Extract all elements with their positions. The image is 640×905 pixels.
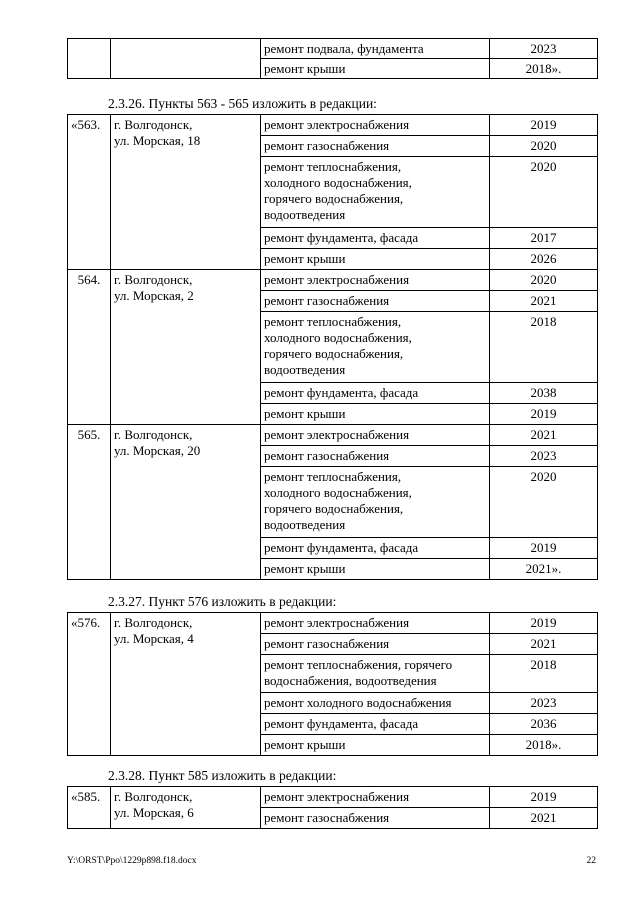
year-cell: 2020 xyxy=(490,136,598,157)
work-cell xyxy=(261,157,490,228)
address-street: ул. Морская, 4 xyxy=(114,631,194,646)
section-table-2-3-27 xyxy=(67,612,598,756)
work-line: водоотведения xyxy=(264,207,346,222)
year-cell: 2018 xyxy=(490,312,598,383)
work-cell: ремонт электроснабжения xyxy=(261,613,490,634)
table-row xyxy=(68,115,598,136)
year-cell: 2021 xyxy=(490,291,598,312)
work-cell: ремонт газоснабжения xyxy=(261,446,490,467)
table-row xyxy=(68,270,598,291)
section-table-2-3-26 xyxy=(67,114,598,580)
work-cell: ремонт газоснабжения xyxy=(261,291,490,312)
work-line: горячего водоснабжения, xyxy=(264,191,404,206)
address-cell xyxy=(111,39,261,79)
work-cell: ремонт фундамента, фасада xyxy=(261,538,490,559)
year-cell: 2020 xyxy=(490,467,598,538)
work-cell: ремонт газоснабжения xyxy=(261,634,490,655)
year-cell: 2020 xyxy=(490,270,598,291)
address-street: ул. Морская, 2 xyxy=(114,288,194,303)
year-cell: 2023 xyxy=(490,693,598,714)
address-city: г. Волгодонск, xyxy=(114,615,193,630)
item-number: «563. xyxy=(68,115,111,270)
number-cell xyxy=(68,39,111,79)
year-cell: 2018». xyxy=(490,59,598,79)
section-heading-2-3-26: 2.3.26. Пункты 563 - 565 изложить в редакции: xyxy=(108,96,377,111)
year-cell: 2023 xyxy=(490,446,598,467)
address-street: ул. Морская, 18 xyxy=(114,133,201,148)
work-cell: ремонт газоснабжения xyxy=(261,808,490,829)
table-row xyxy=(68,613,598,634)
section-table-2-3-28 xyxy=(67,786,598,829)
work-cell: ремонт электроснабжения xyxy=(261,270,490,291)
work-line: водоснабжения, водоотведения xyxy=(264,673,437,688)
year-cell: 2036 xyxy=(490,714,598,735)
work-cell: ремонт крыши xyxy=(261,59,490,79)
year-cell: 2017 xyxy=(490,228,598,249)
address-city: г. Волгодонск, xyxy=(114,427,193,442)
work-cell: ремонт фундамента, фасада xyxy=(261,714,490,735)
year-cell: 2018». xyxy=(490,735,598,756)
work-cell: ремонт холодного водоснабжения xyxy=(261,693,490,714)
address-cell xyxy=(111,613,261,756)
year-cell: 2019 xyxy=(490,115,598,136)
work-line: холодного водоснабжения, xyxy=(264,485,412,500)
work-line: ремонт теплоснабжения, горячего xyxy=(264,657,453,672)
address-city: г. Волгодонск, xyxy=(114,117,193,132)
work-line: ремонт теплоснабжения, xyxy=(264,469,402,484)
table-row xyxy=(68,425,598,446)
work-line: водоотведения xyxy=(264,517,346,532)
address-cell xyxy=(111,270,261,425)
year-cell: 2021 xyxy=(490,808,598,829)
year-cell: 2019 xyxy=(490,613,598,634)
address-cell xyxy=(111,115,261,270)
address-street: ул. Морская, 6 xyxy=(114,805,194,820)
item-number: 564. xyxy=(68,270,111,425)
work-cell: ремонт электроснабжения xyxy=(261,115,490,136)
work-cell: ремонт крыши xyxy=(261,404,490,425)
work-cell: ремонт газоснабжения xyxy=(261,136,490,157)
year-cell: 2018 xyxy=(490,655,598,693)
work-line: горячего водоснабжения, xyxy=(264,501,404,516)
work-cell: ремонт крыши xyxy=(261,249,490,270)
item-number: 565. xyxy=(68,425,111,580)
address-street: ул. Морская, 20 xyxy=(114,443,201,458)
work-line: горячего водоснабжения, xyxy=(264,346,404,361)
address-cell xyxy=(111,425,261,580)
year-cell: 2021 xyxy=(490,634,598,655)
work-cell: ремонт электроснабжения xyxy=(261,787,490,808)
work-cell: ремонт крыши xyxy=(261,735,490,756)
table-row xyxy=(68,39,598,59)
section-heading-2-3-28: 2.3.28. Пункт 585 изложить в редакции: xyxy=(108,768,337,783)
item-number: «585. xyxy=(68,787,111,829)
work-line: холодного водоснабжения, xyxy=(264,175,412,190)
work-cell: ремонт подвала, фундамента xyxy=(261,39,490,59)
year-cell: 2021». xyxy=(490,559,598,580)
footer-file-path: Y:\ORST\Ppo\1229p898.f18.docx xyxy=(67,856,197,866)
work-cell xyxy=(261,312,490,383)
section-heading-2-3-27: 2.3.27. Пункт 576 изложить в редакции: xyxy=(108,594,337,609)
work-line: ремонт теплоснабжения, xyxy=(264,314,402,329)
year-cell: 2019 xyxy=(490,787,598,808)
year-cell: 2026 xyxy=(490,249,598,270)
work-cell xyxy=(261,467,490,538)
item-number: «576. xyxy=(68,613,111,756)
footer-page-number: 22 xyxy=(586,856,596,866)
year-cell: 2021 xyxy=(490,425,598,446)
address-city: г. Волгодонск, xyxy=(114,272,193,287)
continuation-table xyxy=(67,38,598,79)
year-cell: 2020 xyxy=(490,157,598,228)
work-cell: ремонт фундамента, фасада xyxy=(261,383,490,404)
work-cell: ремонт крыши xyxy=(261,559,490,580)
year-cell: 2023 xyxy=(490,39,598,59)
address-cell xyxy=(111,787,261,829)
table-row xyxy=(68,787,598,808)
work-line: водоотведения xyxy=(264,362,346,377)
address-city: г. Волгодонск, xyxy=(114,789,193,804)
year-cell: 2038 xyxy=(490,383,598,404)
year-cell: 2019 xyxy=(490,538,598,559)
work-cell: ремонт фундамента, фасада xyxy=(261,228,490,249)
year-cell: 2019 xyxy=(490,404,598,425)
work-cell xyxy=(261,655,490,693)
work-cell: ремонт электроснабжения xyxy=(261,425,490,446)
work-line: холодного водоснабжения, xyxy=(264,330,412,345)
work-line: ремонт теплоснабжения, xyxy=(264,159,402,174)
